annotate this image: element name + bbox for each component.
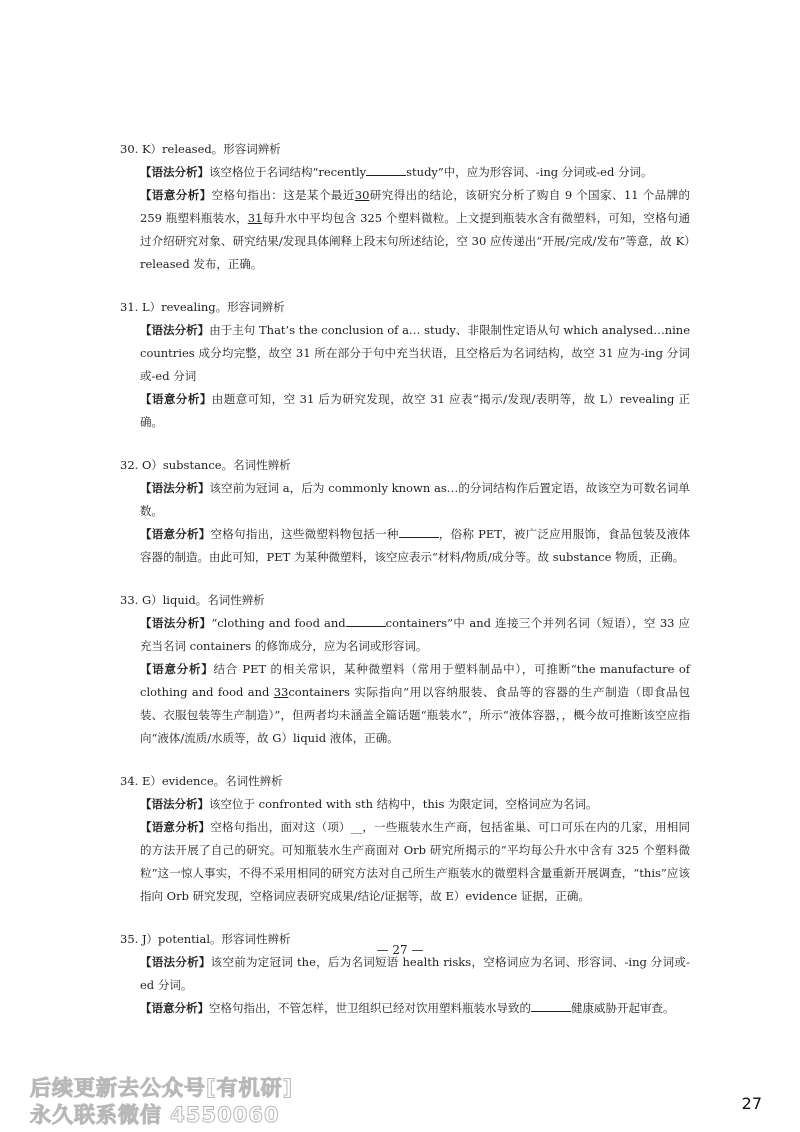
analysis-text: study”中，应为形容词、-ing 分词或-ed 分词。 — [406, 165, 653, 179]
answer-heading: 31. L）revealing。形容词辨析 — [120, 300, 285, 314]
analysis-text: 该空位于 confronted with sth 结构中，this 为限定词，空格词应为名词。 — [209, 797, 598, 811]
document-body — [120, 138, 690, 1040]
answer-heading: 34. E）evidence。名词性辨析 — [120, 774, 283, 788]
analysis-text: 该空前为冠词 a，后为 commonly known as…的分词结构作后置定语，故该空为可数名词单数。 — [140, 481, 690, 518]
answer-item — [120, 770, 690, 908]
answer-heading: 30. K）released。形容词辨析 — [120, 142, 281, 156]
watermark-line: 后续更新去公众号[有机研] — [30, 1076, 294, 1100]
answer-blank — [366, 163, 406, 176]
page-number: — 27 — — [376, 943, 424, 957]
analysis-tag: 【语法分析】 — [140, 323, 210, 337]
analysis-paragraph — [120, 161, 690, 184]
analysis-text: 空格句指出，这些微塑料物包括一种 — [210, 527, 399, 541]
watermark-line: 永久联系微信 4550060 — [30, 1103, 280, 1127]
analysis-paragraph — [120, 951, 690, 997]
footer-page-number: 27 — [741, 1094, 762, 1113]
analysis-paragraph — [120, 477, 690, 523]
analysis-text: 空格句指出，不管怎样，世卫组织已经对饮用塑料瓶装水导致的 — [209, 1001, 531, 1015]
analysis-text: containers”中 and 连接三个并列名词（短语），空 33 应充当名词 containers 的修饰成分，应为名词或形容词。 — [140, 616, 691, 653]
analysis-paragraph — [120, 658, 690, 750]
analysis-text: 每升水中平均包含 325 个塑料微粒。上文提到瓶装水含有微塑料，可知，空格句通过介绍研究对象、研究结果/发现具体阐释上段末句所述结论，空 30 应传递出“开展/完成/发布”等意，故 K）released 发布，正确。 — [140, 211, 690, 271]
analysis-paragraph — [120, 319, 690, 388]
answer-item — [120, 589, 690, 750]
answer-heading: 32. O）substance。名词性辨析 — [120, 458, 291, 472]
analysis-tag: 【语意分析】 — [140, 392, 212, 406]
analysis-tag: 【语法分析】 — [140, 955, 211, 969]
analysis-text: 健康威胁开起审查。 — [571, 1001, 675, 1015]
analysis-text: 由于主句 That’s the conclusion of a… study、非限制性定语从句 which analysed…nine countries 成分均完整，故空 31 所在部分于句中充当状语，且空格后为名词结构，故空 31 应为-ing 分词或-ed 分词 — [140, 323, 691, 383]
analysis-tag: 【语法分析】 — [140, 616, 212, 630]
analysis-paragraph — [120, 793, 690, 816]
watermark — [30, 1075, 293, 1129]
analysis-paragraph — [120, 388, 690, 434]
analysis-tag: 【语法分析】 — [140, 165, 209, 179]
answer-item — [120, 138, 690, 276]
answer-item — [120, 296, 690, 434]
analysis-paragraph — [120, 612, 690, 658]
analysis-text: 空格句指出，面对这（项）__，一些瓶装水生产商，包括雀巢、可口可乐在内的几家，用相同的方法开展了自己的研究。可知瓶装水生产商面对 Orb 研究所揭示的“平均每公升水中含有 325 个塑料微粒”这一惊人事实，不得不采用相同的研究方法对自己所生产瓶装水的微塑料含量重新开展调查，“this”应该指向 Orb 研究发现，空格词应表研究成果/结论/证据等，故 E）evidence 证据，正确。 — [140, 820, 691, 903]
answer-blank — [399, 525, 439, 538]
analysis-tag: 【语法分析】 — [140, 797, 209, 811]
analysis-paragraph — [120, 184, 690, 276]
analysis-paragraph — [120, 816, 690, 908]
underlined-number: 31 — [247, 211, 263, 225]
analysis-tag: 【语法分析】 — [140, 481, 210, 495]
analysis-text: 研究得出的结论，该研究分析了购自 9 个国家、11 个品牌的 259 瓶塑料瓶装水， — [140, 188, 690, 225]
answer-item — [120, 454, 690, 569]
analysis-text: 该空格位于名词结构“recently — [209, 165, 367, 179]
analysis-tag: 【语意分析】 — [140, 1001, 209, 1015]
analysis-text: containers 实际指向“用以容纳服装、食品等的容器的生产制造（即食品包装、衣服包装等生产制造）”，但两者均未涵盖全篇话题“瓶装水”，所示“液体容器，，概今故可推断该空应指向“液体/流质/水质等，故 G）liquid 液体，正确。 — [140, 685, 690, 745]
analysis-tag: 【语意分析】 — [140, 188, 212, 202]
answer-heading: 33. G）liquid。名词性辨析 — [120, 593, 265, 607]
analysis-paragraph — [120, 997, 690, 1020]
analysis-text: 由题意可知，空 31 后为研究发现，故空 31 应表“揭示/发现/表明等，故 L）revealing 正确。 — [140, 392, 691, 429]
analysis-text: ，俗称 PET，被广泛应用服饰，食品包装及液体容器的制造。由此可知，PET 为某种微塑料，该空应表示“材料/物质/成分等。故 substance 物质，正确。 — [140, 527, 690, 564]
answer-heading: 35. J）potential。形容词性辨析 — [120, 932, 291, 946]
analysis-paragraph — [120, 523, 690, 569]
underlined-number: 33 — [273, 685, 289, 699]
analysis-text: “clothing and food and — [211, 616, 346, 630]
analysis-text: 空格句指出：这是某个最近 — [211, 188, 355, 202]
answer-blank — [531, 999, 571, 1012]
analysis-text: 该空前为定冠词 the，后为名词短语 health risks，空格词应为名词、形容词、-ing 分词或-ed 分词。 — [140, 955, 691, 992]
analysis-tag: 【语意分析】 — [140, 820, 211, 834]
analysis-tag: 【语意分析】 — [140, 527, 211, 541]
answer-blank — [346, 614, 386, 627]
analysis-text: 结合 PET 的相关常识，某种微塑料（常用于塑料制品中），可推断“the manufacture of clothing and food and — [140, 662, 691, 699]
analysis-tag: 【语意分析】 — [140, 662, 214, 676]
underlined-number: 30 — [354, 188, 370, 202]
answer-item — [120, 928, 690, 1020]
